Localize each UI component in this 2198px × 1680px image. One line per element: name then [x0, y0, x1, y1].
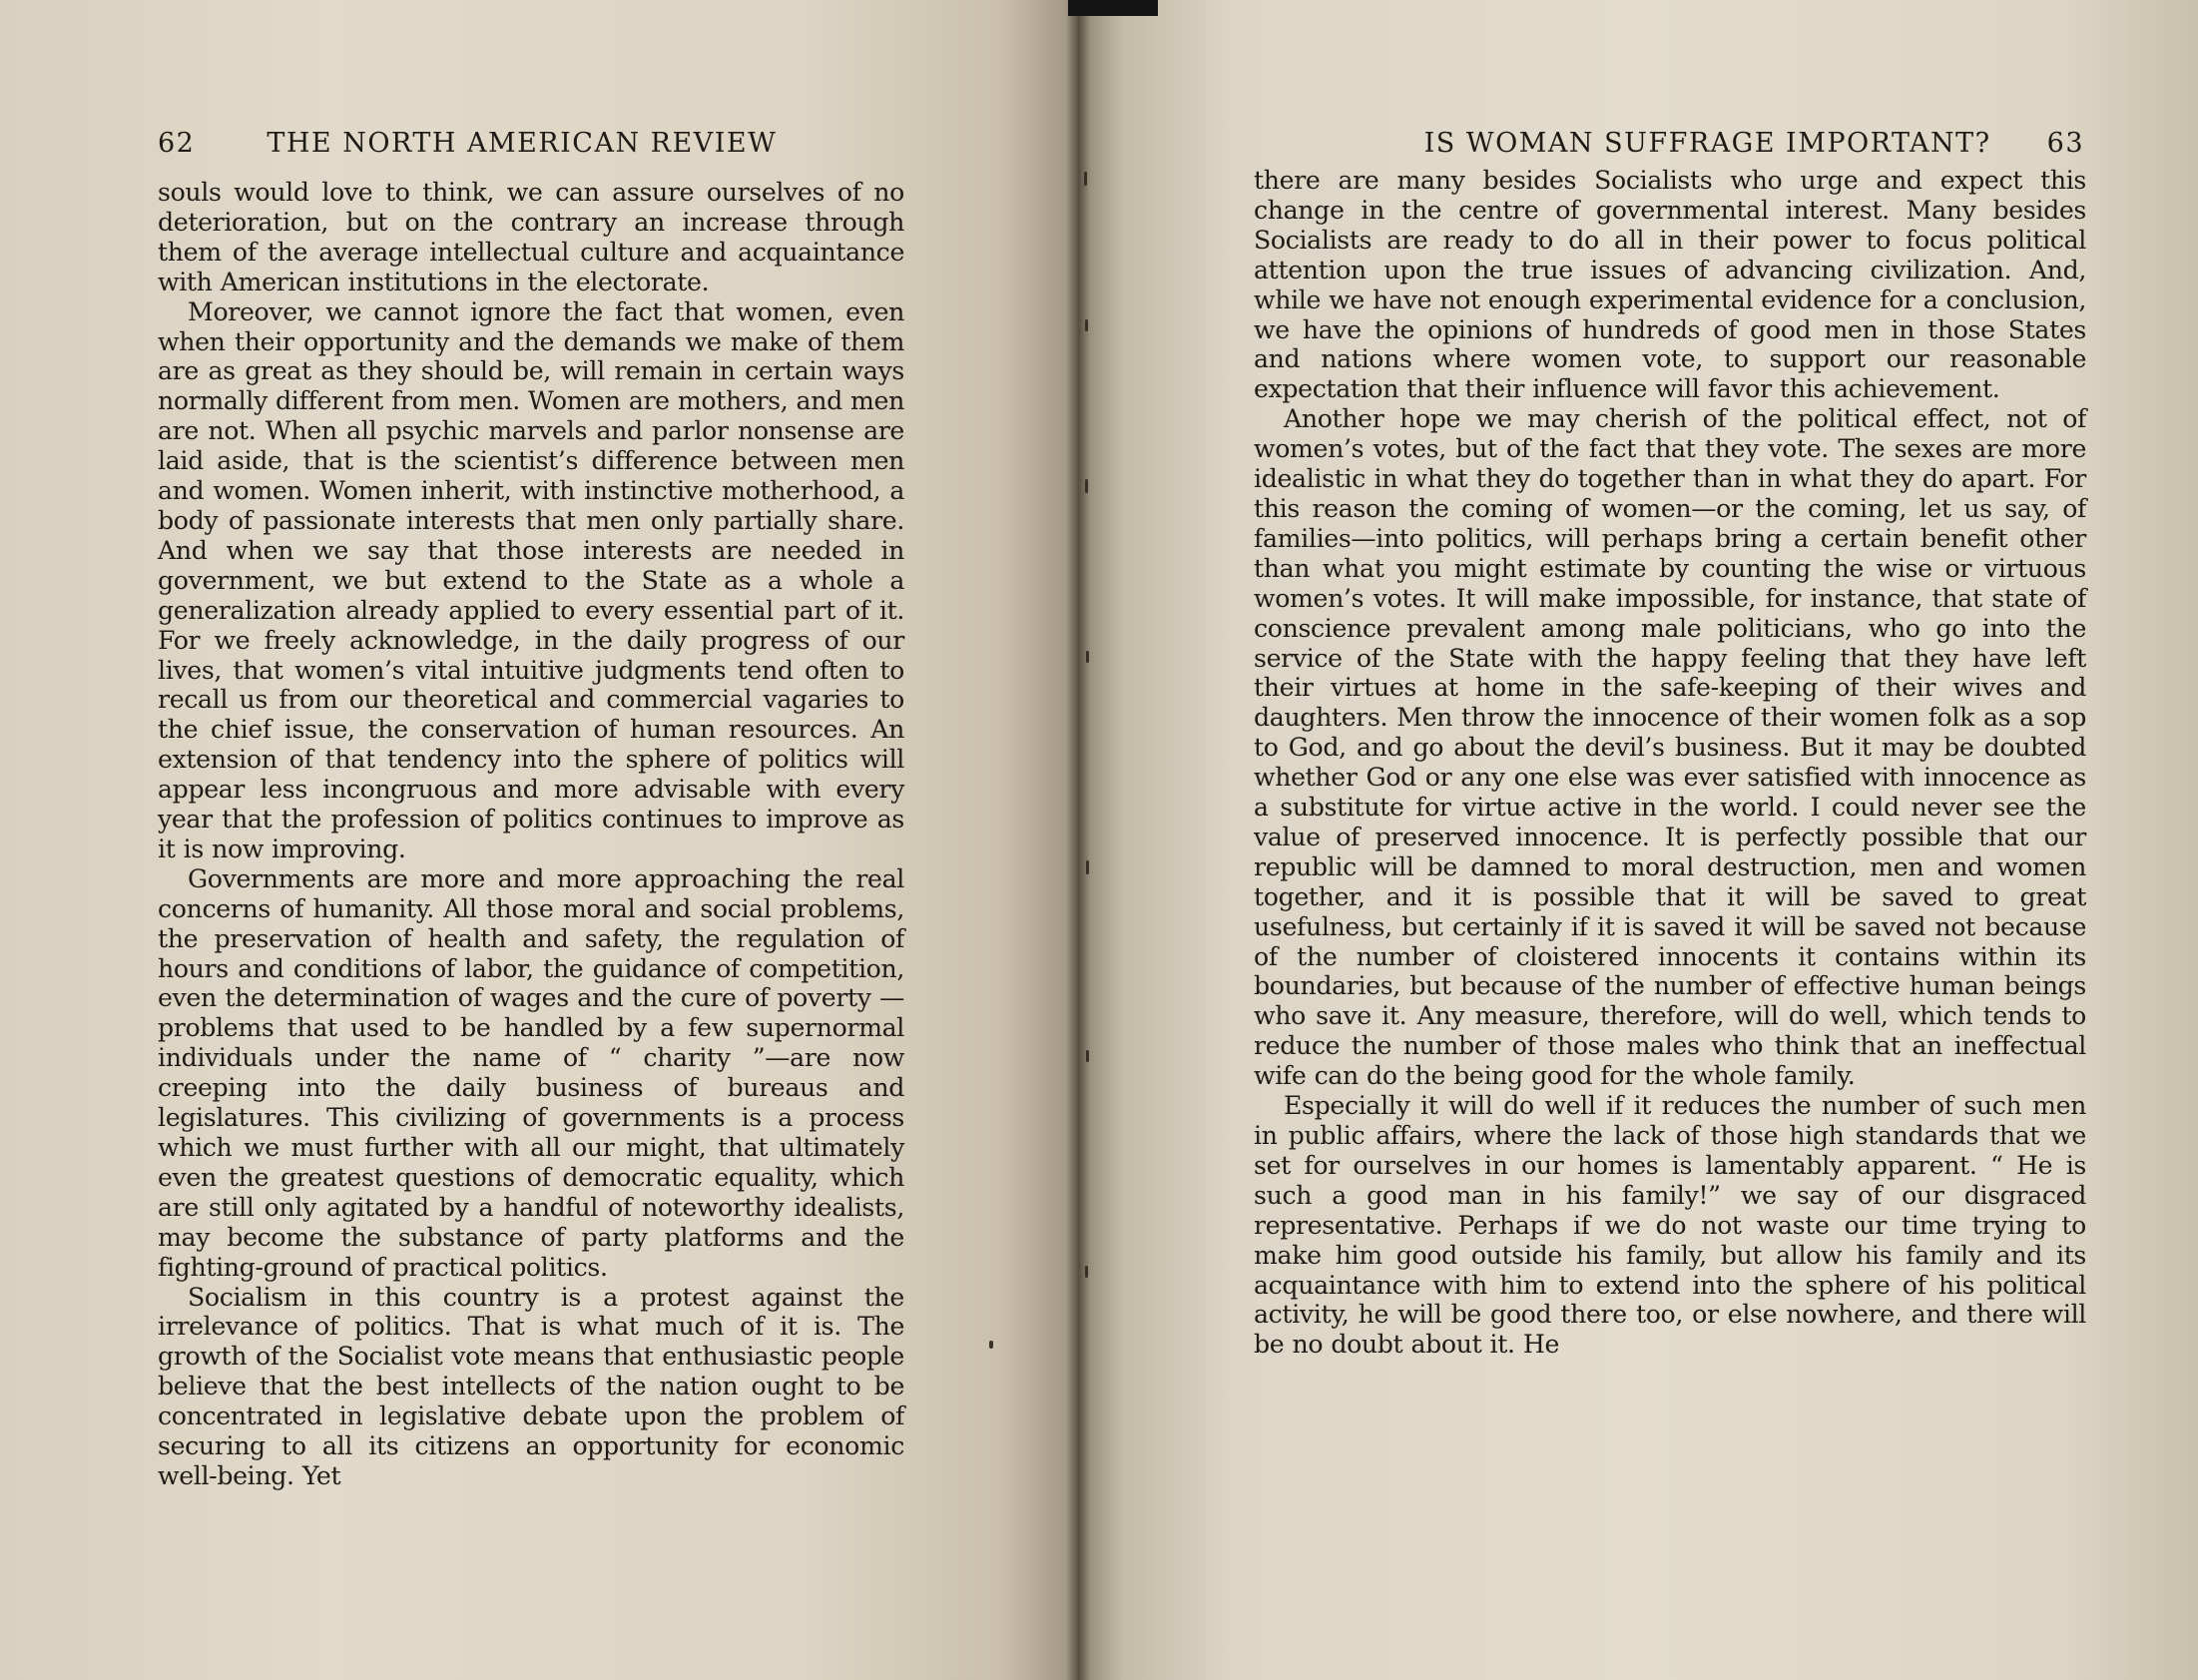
right-paragraph-2: Another hope we may cherish of the political effect, not of women’s votes, but of the fact that they vote. The sexes are more idealistic in what they do together than in what they do apart. For this reason the coming of women—or the coming, let us say, of families—into politics, will perhaps bring a certain benefit other than what you might estimate by counting the wise or virtuous women’s votes. It will make impossible, for instance, that state of conscience prevalent among male politicians, who go into the service of the State with the happy feeling that they have left their virtues at home in the safe-keeping of their wives and daughters. Men throw the innocence of their women folk as a sop to God, and go about the devil’s business. But it may be doubted whether God or any one else was ever satisfied with innocence as a substitute for virtue active in the world. I could never see the value of preserved innocence. It is perfectly possible that our republic will be damned to moral destruction, men and women together, and it is possible that it will be saved to great usefulness, but certainly if it is saved it will be saved not because of the number of cloistered innocents it contains within its boundaries, but because of the number of effective human beings who save it. Any measure, therefore, will do well, which tends to reduce the number of those males who think that an ineffectual wife can do the being good for the whole family.	[1254, 404, 2086, 1091]
right-running-head-title: IS WOMAN SUFFRAGE IMPORTANT?	[1423, 128, 1991, 159]
right-paragraph-3: Especially it will do well if it reduces the number of such men in public affairs, where the lack of those high standards that we set for ourselves in our homes is lamentably apparent. “ He is such a good man in his family!” we say of our disgraced representative. Perhaps if we do not waste our time trying to make him good outside his family, but allow his family and its acquaintance with him to extend into the sphere of his political activity, he will be good there too, or else nowhere, and there will be no doubt about it. He	[1254, 1091, 2086, 1360]
left-page-number: 62	[158, 128, 196, 159]
left-paragraph-2: Moreover, we cannot ignore the fact that women, even when their opportunity and the demands we make of them are as great as they should be, will remain in certain ways normally different from men. Women are mothers, and men are not. When all psychic marvels and parlor nonsense are laid aside, that is the scientist’s difference between men and women. Women inherit, with instinctive motherhood, a body of passionate interests that men only partially share. And when we say that those interests are needed in government, we but extend to the State as a whole a generalization already applied to every essential part of it. For we freely acknowledge, in the daily progress of our lives, that women’s vital intuitive judgments tend often to recall us from our theoretical and commercial vagaries to the chief issue, the conservation of human resources. An extension of that tendency into the sphere of politics will appear less incongruous and more advisable with every year that the profession of politics continues to improve as it is now improving.	[158, 296, 904, 863]
binding-top-edge	[1068, 0, 1158, 16]
left-paragraph-1: souls would love to think, we can assure ourselves of no deterioration, but on the contrary an increase through them of the average intellectual culture and acquaintance with American institutions in the electorate.	[158, 178, 904, 296]
right-page-number: 63	[2046, 128, 2084, 159]
gutter-shadow	[1066, 0, 1090, 1680]
left-text-column	[158, 178, 904, 1491]
right-paragraph-1: there are many besides Socialists who urge and expect this change in the centre of governmental interest. Many besides Socialists are ready to do all in their power to focus political attention upon the true issues of advancing civilization. And, while we have not enough experimental evidence for a conclusion, we have the opinions of hundreds of good men in those States and nations where women vote, to support our reasonable expectation that their influence will favor this achievement.	[1254, 166, 2086, 404]
left-paragraph-3: Governments are more and more approaching the real concerns of humanity. All those moral and social problems, the preservation of health and safety, the regulation of hours and conditions of labor, the guidance of competition, even the determination of wages and the cure of poverty —problems that used to be handled by a few supernormal individuals under the name of “ charity ”—are now creeping into the daily business of bureaus and legislatures. This civilizing of governments is a process which we must further with all our might, that ultimately even the greatest questions of democratic equality, which are still only agitated by a handful of noteworthy idealists, may become the substance of party platforms and the fighting-ground of practical politics.	[158, 863, 904, 1282]
right-running-head	[1346, 128, 2084, 159]
right-text-column	[1254, 166, 2086, 1360]
right-page	[1078, 0, 2198, 1680]
ink-speck	[989, 1341, 993, 1349]
left-running-head-title: THE NORTH AMERICAN REVIEW	[267, 128, 778, 159]
left-page	[0, 0, 1078, 1680]
left-paragraph-4: Socialism in this country is a protest against the irrelevance of politics. That is what much of it is. The growth of the Socialist vote means that enthusiastic people believe that the best intellects of the nation ought to be concentrated in legislative debate upon the problem of securing to all its citizens an opportunity for economic well-being. Yet	[158, 1282, 904, 1490]
left-running-head	[158, 128, 797, 159]
